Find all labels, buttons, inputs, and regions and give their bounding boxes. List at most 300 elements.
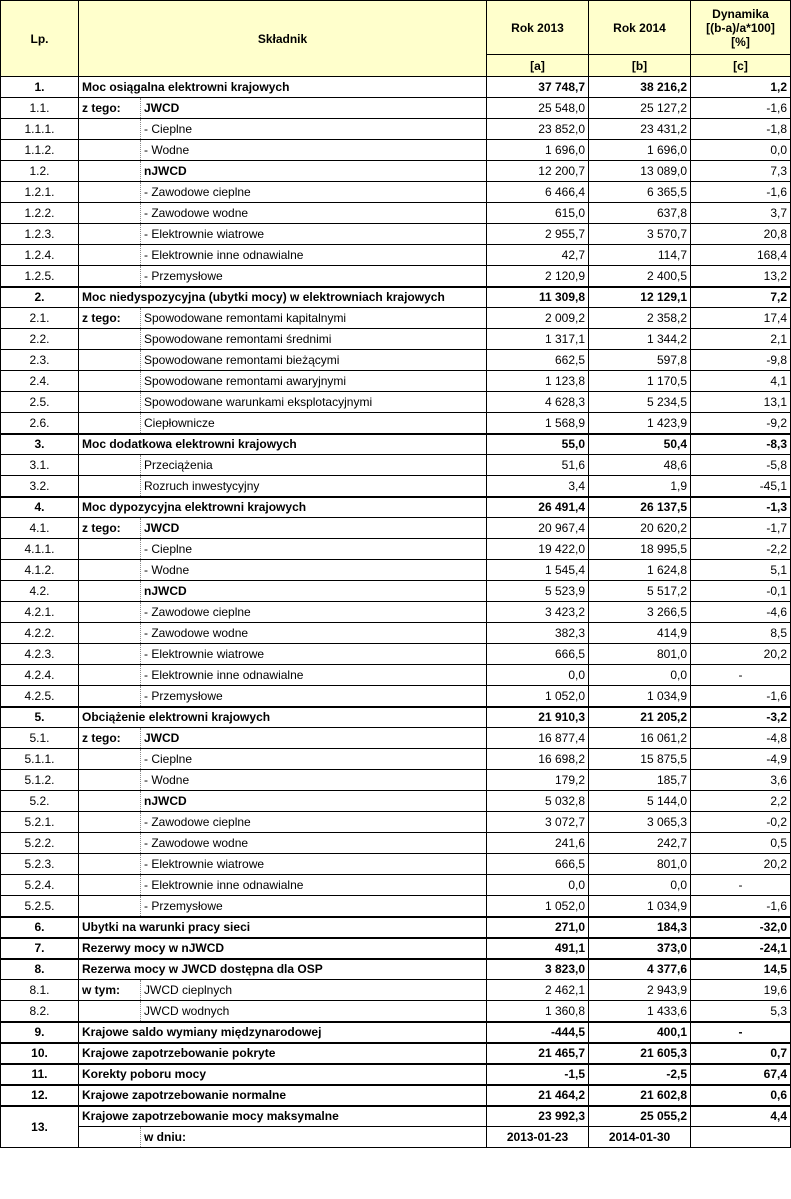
cell-rok-2014: 637,8	[589, 203, 691, 224]
table-body	[1, 77, 791, 1148]
cell-rok-2013: 2 120,9	[487, 266, 589, 287]
cell-component: Moc osiągalna elektrowni krajowych	[79, 77, 487, 98]
cell-component: - Cieplne	[141, 119, 487, 140]
header-skladnik: Składnik	[79, 1, 487, 77]
cell-lp: 5.2.4.	[1, 875, 79, 896]
cell-rok-2014: 2014-01-30	[589, 1127, 691, 1148]
cell-lp: 3.	[1, 434, 79, 455]
cell-rok-2013: 2 955,7	[487, 224, 589, 245]
cell-dynamika: -1,8	[691, 119, 791, 140]
table-row	[1, 833, 791, 854]
cell-lp: 2.5.	[1, 392, 79, 413]
table-row	[1, 245, 791, 266]
table-row	[1, 77, 791, 98]
cell-lp: 4.1.1.	[1, 539, 79, 560]
cell-rok-2014: 1 423,9	[589, 413, 691, 434]
table-row	[1, 1043, 791, 1064]
cell-rok-2013: 16 698,2	[487, 749, 589, 770]
table-row	[1, 938, 791, 959]
cell-rok-2014: 801,0	[589, 644, 691, 665]
cell-rok-2013: 666,5	[487, 854, 589, 875]
table-row	[1, 350, 791, 371]
cell-component: - Elektrownie wiatrowe	[141, 854, 487, 875]
cell-prefix	[79, 644, 141, 665]
cell-rok-2013: 1 317,1	[487, 329, 589, 350]
table-row	[1, 161, 791, 182]
cell-dynamika: 2,2	[691, 791, 791, 812]
cell-prefix	[79, 581, 141, 602]
cell-dynamika: 20,2	[691, 854, 791, 875]
cell-component: Rezerwa mocy w JWCD dostępna dla OSP	[79, 959, 487, 980]
table-row	[1, 1127, 791, 1148]
cell-dynamika: -0,2	[691, 812, 791, 833]
cell-rok-2013: 0,0	[487, 875, 589, 896]
cell-rok-2014: 5 517,2	[589, 581, 691, 602]
cell-dynamika: -5,8	[691, 455, 791, 476]
cell-rok-2013: 11 309,8	[487, 287, 589, 308]
cell-dynamika: -24,1	[691, 938, 791, 959]
cell-lp: 1.2.3.	[1, 224, 79, 245]
cell-component: Krajowe zapotrzebowanie mocy maksymalne	[79, 1106, 487, 1127]
cell-component: - Elektrownie inne odnawialne	[141, 875, 487, 896]
cell-dynamika: 17,4	[691, 308, 791, 329]
cell-prefix	[79, 161, 141, 182]
cell-rok-2014: 3 065,3	[589, 812, 691, 833]
cell-component: - Elektrownie wiatrowe	[141, 224, 487, 245]
cell-rok-2014: 6 365,5	[589, 182, 691, 203]
cell-rok-2013: 0,0	[487, 665, 589, 686]
cell-rok-2014: 26 137,5	[589, 497, 691, 518]
cell-component: JWCD	[141, 518, 487, 539]
cell-dynamika: 20,2	[691, 644, 791, 665]
cell-component: - Wodne	[141, 140, 487, 161]
cell-rok-2014: 21 602,8	[589, 1085, 691, 1106]
table-row	[1, 119, 791, 140]
table-row	[1, 623, 791, 644]
cell-rok-2014: 1 034,9	[589, 896, 691, 917]
cell-prefix	[79, 812, 141, 833]
cell-rok-2014: 373,0	[589, 938, 691, 959]
cell-prefix	[79, 224, 141, 245]
cell-dynamika: -0,1	[691, 581, 791, 602]
cell-component: - Zawodowe cieplne	[141, 812, 487, 833]
cell-rok-2014: 12 129,1	[589, 287, 691, 308]
cell-rok-2014: 1 034,9	[589, 686, 691, 707]
cell-rok-2014: 2 400,5	[589, 266, 691, 287]
cell-component: - Zawodowe wodne	[141, 833, 487, 854]
cell-rok-2013: 3 823,0	[487, 959, 589, 980]
cell-component: Moc dodatkowa elektrowni krajowych	[79, 434, 487, 455]
cell-dynamika: -32,0	[691, 917, 791, 938]
cell-rok-2014: 1 433,6	[589, 1001, 691, 1022]
cell-component: nJWCD	[141, 161, 487, 182]
table-row	[1, 1085, 791, 1106]
table-row	[1, 686, 791, 707]
cell-prefix: w tym:	[79, 980, 141, 1001]
cell-prefix	[79, 266, 141, 287]
cell-dynamika: 4,4	[691, 1106, 791, 1127]
cell-component: JWCD cieplnych	[141, 980, 487, 1001]
cell-prefix	[79, 770, 141, 791]
table-row	[1, 455, 791, 476]
header-rok-2014: Rok 2014	[589, 1, 691, 55]
cell-prefix: z tego:	[79, 98, 141, 119]
cell-lp: 5.2.	[1, 791, 79, 812]
cell-component: JWCD wodnych	[141, 1001, 487, 1022]
cell-component: - Wodne	[141, 560, 487, 581]
cell-rok-2014: 597,8	[589, 350, 691, 371]
cell-prefix	[79, 602, 141, 623]
cell-dynamika: 7,2	[691, 287, 791, 308]
cell-rok-2013: 1 696,0	[487, 140, 589, 161]
cell-component: Spowodowane remontami kapitalnymi	[141, 308, 487, 329]
cell-component: Spowodowane remontami bieżącymi	[141, 350, 487, 371]
cell-rok-2014: 50,4	[589, 434, 691, 455]
cell-dynamika: 3,6	[691, 770, 791, 791]
cell-rok-2013: 1 052,0	[487, 896, 589, 917]
cell-prefix	[79, 896, 141, 917]
cell-dynamika: -3,2	[691, 707, 791, 728]
cell-component: JWCD	[141, 728, 487, 749]
cell-prefix	[79, 371, 141, 392]
table-row	[1, 917, 791, 938]
cell-rok-2013: 21 910,3	[487, 707, 589, 728]
cell-rok-2013: 25 548,0	[487, 98, 589, 119]
cell-rok-2013: 241,6	[487, 833, 589, 854]
cell-rok-2014: 185,7	[589, 770, 691, 791]
cell-lp: 4.1.2.	[1, 560, 79, 581]
cell-lp: 2.6.	[1, 413, 79, 434]
cell-dynamika: -	[691, 665, 791, 686]
cell-rok-2014: 38 216,2	[589, 77, 691, 98]
cell-lp: 1.2.2.	[1, 203, 79, 224]
cell-rok-2014: 4 377,6	[589, 959, 691, 980]
cell-component: - Zawodowe wodne	[141, 623, 487, 644]
cell-dynamika: 5,1	[691, 560, 791, 581]
cell-lp: 5.2.1.	[1, 812, 79, 833]
cell-lp: 1.2.1.	[1, 182, 79, 203]
table-row	[1, 518, 791, 539]
cell-component: - Elektrownie inne odnawialne	[141, 245, 487, 266]
cell-rok-2013: 271,0	[487, 917, 589, 938]
cell-dynamika: 0,0	[691, 140, 791, 161]
cell-rok-2014: 3 266,5	[589, 602, 691, 623]
cell-lp: 5.2.3.	[1, 854, 79, 875]
cell-component: - Przemysłowe	[141, 896, 487, 917]
table-row	[1, 203, 791, 224]
cell-dynamika: -1,6	[691, 686, 791, 707]
cell-component: - Cieplne	[141, 749, 487, 770]
cell-prefix	[79, 413, 141, 434]
cell-rok-2013: 3 423,2	[487, 602, 589, 623]
cell-prefix	[79, 560, 141, 581]
cell-rok-2013: 1 360,8	[487, 1001, 589, 1022]
cell-rok-2013: 2 009,2	[487, 308, 589, 329]
table-row	[1, 329, 791, 350]
table-row	[1, 413, 791, 434]
table-row	[1, 770, 791, 791]
table-row	[1, 287, 791, 308]
table-row	[1, 98, 791, 119]
cell-lp: 2.	[1, 287, 79, 308]
cell-rok-2014: 400,1	[589, 1022, 691, 1043]
cell-dynamika: 7,3	[691, 161, 791, 182]
cell-lp: 1.1.	[1, 98, 79, 119]
cell-rok-2014: 18 995,5	[589, 539, 691, 560]
cell-prefix	[79, 245, 141, 266]
table-row	[1, 665, 791, 686]
header-dynamika-line3: [%]	[731, 34, 750, 49]
cell-lp: 4.2.	[1, 581, 79, 602]
header-lp: Lp.	[1, 1, 79, 77]
cell-dynamika: -9,2	[691, 413, 791, 434]
cell-rok-2013: 51,6	[487, 455, 589, 476]
cell-rok-2013: 4 628,3	[487, 392, 589, 413]
cell-prefix	[79, 791, 141, 812]
cell-rok-2014: 1,9	[589, 476, 691, 497]
table-row	[1, 560, 791, 581]
table-row	[1, 1001, 791, 1022]
cell-rok-2013: 2013-01-23	[487, 1127, 589, 1148]
cell-rok-2013: 37 748,7	[487, 77, 589, 98]
cell-lp: 2.1.	[1, 308, 79, 329]
cell-rok-2014: 801,0	[589, 854, 691, 875]
cell-dynamika: -1,6	[691, 896, 791, 917]
cell-dynamika: -4,9	[691, 749, 791, 770]
cell-dynamika: -4,6	[691, 602, 791, 623]
table-row	[1, 371, 791, 392]
table-row	[1, 707, 791, 728]
cell-component: JWCD	[141, 98, 487, 119]
cell-rok-2014: 1 624,8	[589, 560, 691, 581]
cell-rok-2013: 5 032,8	[487, 791, 589, 812]
cell-rok-2013: 1 052,0	[487, 686, 589, 707]
cell-rok-2014: 16 061,2	[589, 728, 691, 749]
cell-component: Ubytki na warunki pracy sieci	[79, 917, 487, 938]
cell-dynamika: -8,3	[691, 434, 791, 455]
cell-lp: 5.1.2.	[1, 770, 79, 791]
cell-lp: 3.1.	[1, 455, 79, 476]
cell-lp: 8.2.	[1, 1001, 79, 1022]
table-row	[1, 602, 791, 623]
cell-dynamika: -45,1	[691, 476, 791, 497]
cell-lp: 4.2.4.	[1, 665, 79, 686]
cell-dynamika: -	[691, 1022, 791, 1043]
cell-rok-2013: 2 462,1	[487, 980, 589, 1001]
header-dynamika-line2: [(b-a)/a*100]	[706, 20, 775, 35]
cell-rok-2014: 1 170,5	[589, 371, 691, 392]
cell-dynamika: -1,6	[691, 182, 791, 203]
cell-rok-2014: 20 620,2	[589, 518, 691, 539]
cell-rok-2013: 179,2	[487, 770, 589, 791]
cell-prefix	[79, 539, 141, 560]
cell-prefix: z tego:	[79, 518, 141, 539]
cell-lp: 5.1.1.	[1, 749, 79, 770]
cell-component: - Zawodowe wodne	[141, 203, 487, 224]
cell-prefix	[79, 350, 141, 371]
cell-rok-2013: 662,5	[487, 350, 589, 371]
cell-prefix	[79, 392, 141, 413]
cell-prefix	[79, 476, 141, 497]
cell-rok-2013: 21 465,7	[487, 1043, 589, 1064]
header-rok-2013: Rok 2013	[487, 1, 589, 55]
cell-lp: 1.2.	[1, 161, 79, 182]
cell-component: Moc dypozycyjna elektrowni krajowych	[79, 497, 487, 518]
header-col-b: [b]	[589, 55, 691, 77]
cell-dynamika: -2,2	[691, 539, 791, 560]
cell-component: Spowodowane warunkami eksplotacyjnymi	[141, 392, 487, 413]
cell-prefix: z tego:	[79, 308, 141, 329]
table-row	[1, 497, 791, 518]
cell-dynamika: 0,6	[691, 1085, 791, 1106]
cell-rok-2013: 5 523,9	[487, 581, 589, 602]
cell-prefix	[79, 203, 141, 224]
cell-component: - Elektrownie wiatrowe	[141, 644, 487, 665]
cell-dynamika: 2,1	[691, 329, 791, 350]
cell-dynamika: -4,8	[691, 728, 791, 749]
cell-rok-2013: 382,3	[487, 623, 589, 644]
cell-prefix: z tego:	[79, 728, 141, 749]
cell-rok-2013: 666,5	[487, 644, 589, 665]
cell-rok-2013: 3,4	[487, 476, 589, 497]
cell-lp: 2.2.	[1, 329, 79, 350]
cell-lp: 1.2.5.	[1, 266, 79, 287]
cell-lp: 5.2.2.	[1, 833, 79, 854]
cell-lp: 5.1.	[1, 728, 79, 749]
header-dynamika-line1: Dynamika	[712, 6, 769, 21]
cell-lp: 1.	[1, 77, 79, 98]
cell-lp: 6.	[1, 917, 79, 938]
cell-component: Obciążenie elektrowni krajowych	[79, 707, 487, 728]
cell-lp: 1.1.2.	[1, 140, 79, 161]
cell-lp: 4.2.5.	[1, 686, 79, 707]
cell-prefix	[79, 854, 141, 875]
cell-dynamika: 5,3	[691, 1001, 791, 1022]
table-row	[1, 791, 791, 812]
cell-lp: 1.1.1.	[1, 119, 79, 140]
cell-component: - Zawodowe cieplne	[141, 182, 487, 203]
cell-dynamika: 8,5	[691, 623, 791, 644]
cell-rok-2014: 1 344,2	[589, 329, 691, 350]
cell-rok-2014: 5 234,5	[589, 392, 691, 413]
cell-lp: 13.	[1, 1106, 79, 1148]
table-row	[1, 224, 791, 245]
cell-rok-2013: 55,0	[487, 434, 589, 455]
cell-lp: 9.	[1, 1022, 79, 1043]
table-row	[1, 728, 791, 749]
cell-rok-2014: 21 605,3	[589, 1043, 691, 1064]
cell-rok-2014: 21 205,2	[589, 707, 691, 728]
cell-rok-2013: 26 491,4	[487, 497, 589, 518]
cell-lp: 5.	[1, 707, 79, 728]
cell-dynamika: 19,6	[691, 980, 791, 1001]
cell-rok-2014: 25 055,2	[589, 1106, 691, 1127]
cell-dynamika: -1,6	[691, 98, 791, 119]
cell-rok-2014: 5 144,0	[589, 791, 691, 812]
cell-lp: 7.	[1, 938, 79, 959]
table-row	[1, 1106, 791, 1127]
cell-rok-2013: 12 200,7	[487, 161, 589, 182]
cell-lp: 8.	[1, 959, 79, 980]
cell-rok-2013: 1 123,8	[487, 371, 589, 392]
cell-rok-2013: 19 422,0	[487, 539, 589, 560]
cell-dynamika: -1,7	[691, 518, 791, 539]
cell-rok-2014: 48,6	[589, 455, 691, 476]
cell-prefix	[79, 623, 141, 644]
cell-component: w dniu:	[141, 1127, 487, 1148]
cell-prefix	[79, 140, 141, 161]
cell-component: Moc niedyspozycyjna (ubytki mocy) w elektrowniach krajowych	[79, 287, 487, 308]
cell-component: Krajowe zapotrzebowanie pokryte	[79, 1043, 487, 1064]
cell-lp: 4.1.	[1, 518, 79, 539]
cell-lp: 4.	[1, 497, 79, 518]
cell-rok-2014: 1 696,0	[589, 140, 691, 161]
cell-component: Rezerwy mocy w nJWCD	[79, 938, 487, 959]
cell-rok-2013: 23 852,0	[487, 119, 589, 140]
cell-rok-2013: 23 992,3	[487, 1106, 589, 1127]
table-row	[1, 644, 791, 665]
cell-dynamika: 67,4	[691, 1064, 791, 1085]
cell-component: - Zawodowe cieplne	[141, 602, 487, 623]
cell-lp: 4.2.1.	[1, 602, 79, 623]
cell-rok-2013: 1 545,4	[487, 560, 589, 581]
cell-rok-2014: 184,3	[589, 917, 691, 938]
cell-rok-2014: 2 943,9	[589, 980, 691, 1001]
cell-dynamika: -1,3	[691, 497, 791, 518]
cell-lp: 4.2.3.	[1, 644, 79, 665]
cell-component: - Przemysłowe	[141, 266, 487, 287]
cell-lp: 1.2.4.	[1, 245, 79, 266]
table-row	[1, 539, 791, 560]
table-row	[1, 1022, 791, 1043]
cell-rok-2014: 3 570,7	[589, 224, 691, 245]
cell-prefix	[79, 119, 141, 140]
cell-rok-2013: 491,1	[487, 938, 589, 959]
cell-rok-2013: 42,7	[487, 245, 589, 266]
cell-prefix	[79, 455, 141, 476]
cell-dynamika: -	[691, 875, 791, 896]
cell-rok-2014: 0,0	[589, 665, 691, 686]
table-row	[1, 812, 791, 833]
table-row	[1, 1064, 791, 1085]
header-col-a: [a]	[487, 55, 589, 77]
table-row	[1, 896, 791, 917]
cell-lp: 4.2.2.	[1, 623, 79, 644]
cell-rok-2014: 13 089,0	[589, 161, 691, 182]
table-row	[1, 581, 791, 602]
table-row	[1, 266, 791, 287]
cell-lp: 5.2.5.	[1, 896, 79, 917]
cell-lp: 10.	[1, 1043, 79, 1064]
cell-lp: 11.	[1, 1064, 79, 1085]
cell-lp: 12.	[1, 1085, 79, 1106]
header-col-c: [c]	[691, 55, 791, 77]
cell-component: nJWCD	[141, 581, 487, 602]
cell-rok-2013: 3 072,7	[487, 812, 589, 833]
cell-component: Spowodowane remontami średnimi	[141, 329, 487, 350]
cell-dynamika: 1,2	[691, 77, 791, 98]
table-row	[1, 182, 791, 203]
cell-dynamika: 168,4	[691, 245, 791, 266]
cell-prefix	[79, 686, 141, 707]
cell-rok-2013: 16 877,4	[487, 728, 589, 749]
cell-rok-2014: 0,0	[589, 875, 691, 896]
table-row	[1, 980, 791, 1001]
cell-dynamika: 0,5	[691, 833, 791, 854]
cell-prefix	[79, 749, 141, 770]
cell-prefix	[79, 1001, 141, 1022]
cell-rok-2013: 20 967,4	[487, 518, 589, 539]
